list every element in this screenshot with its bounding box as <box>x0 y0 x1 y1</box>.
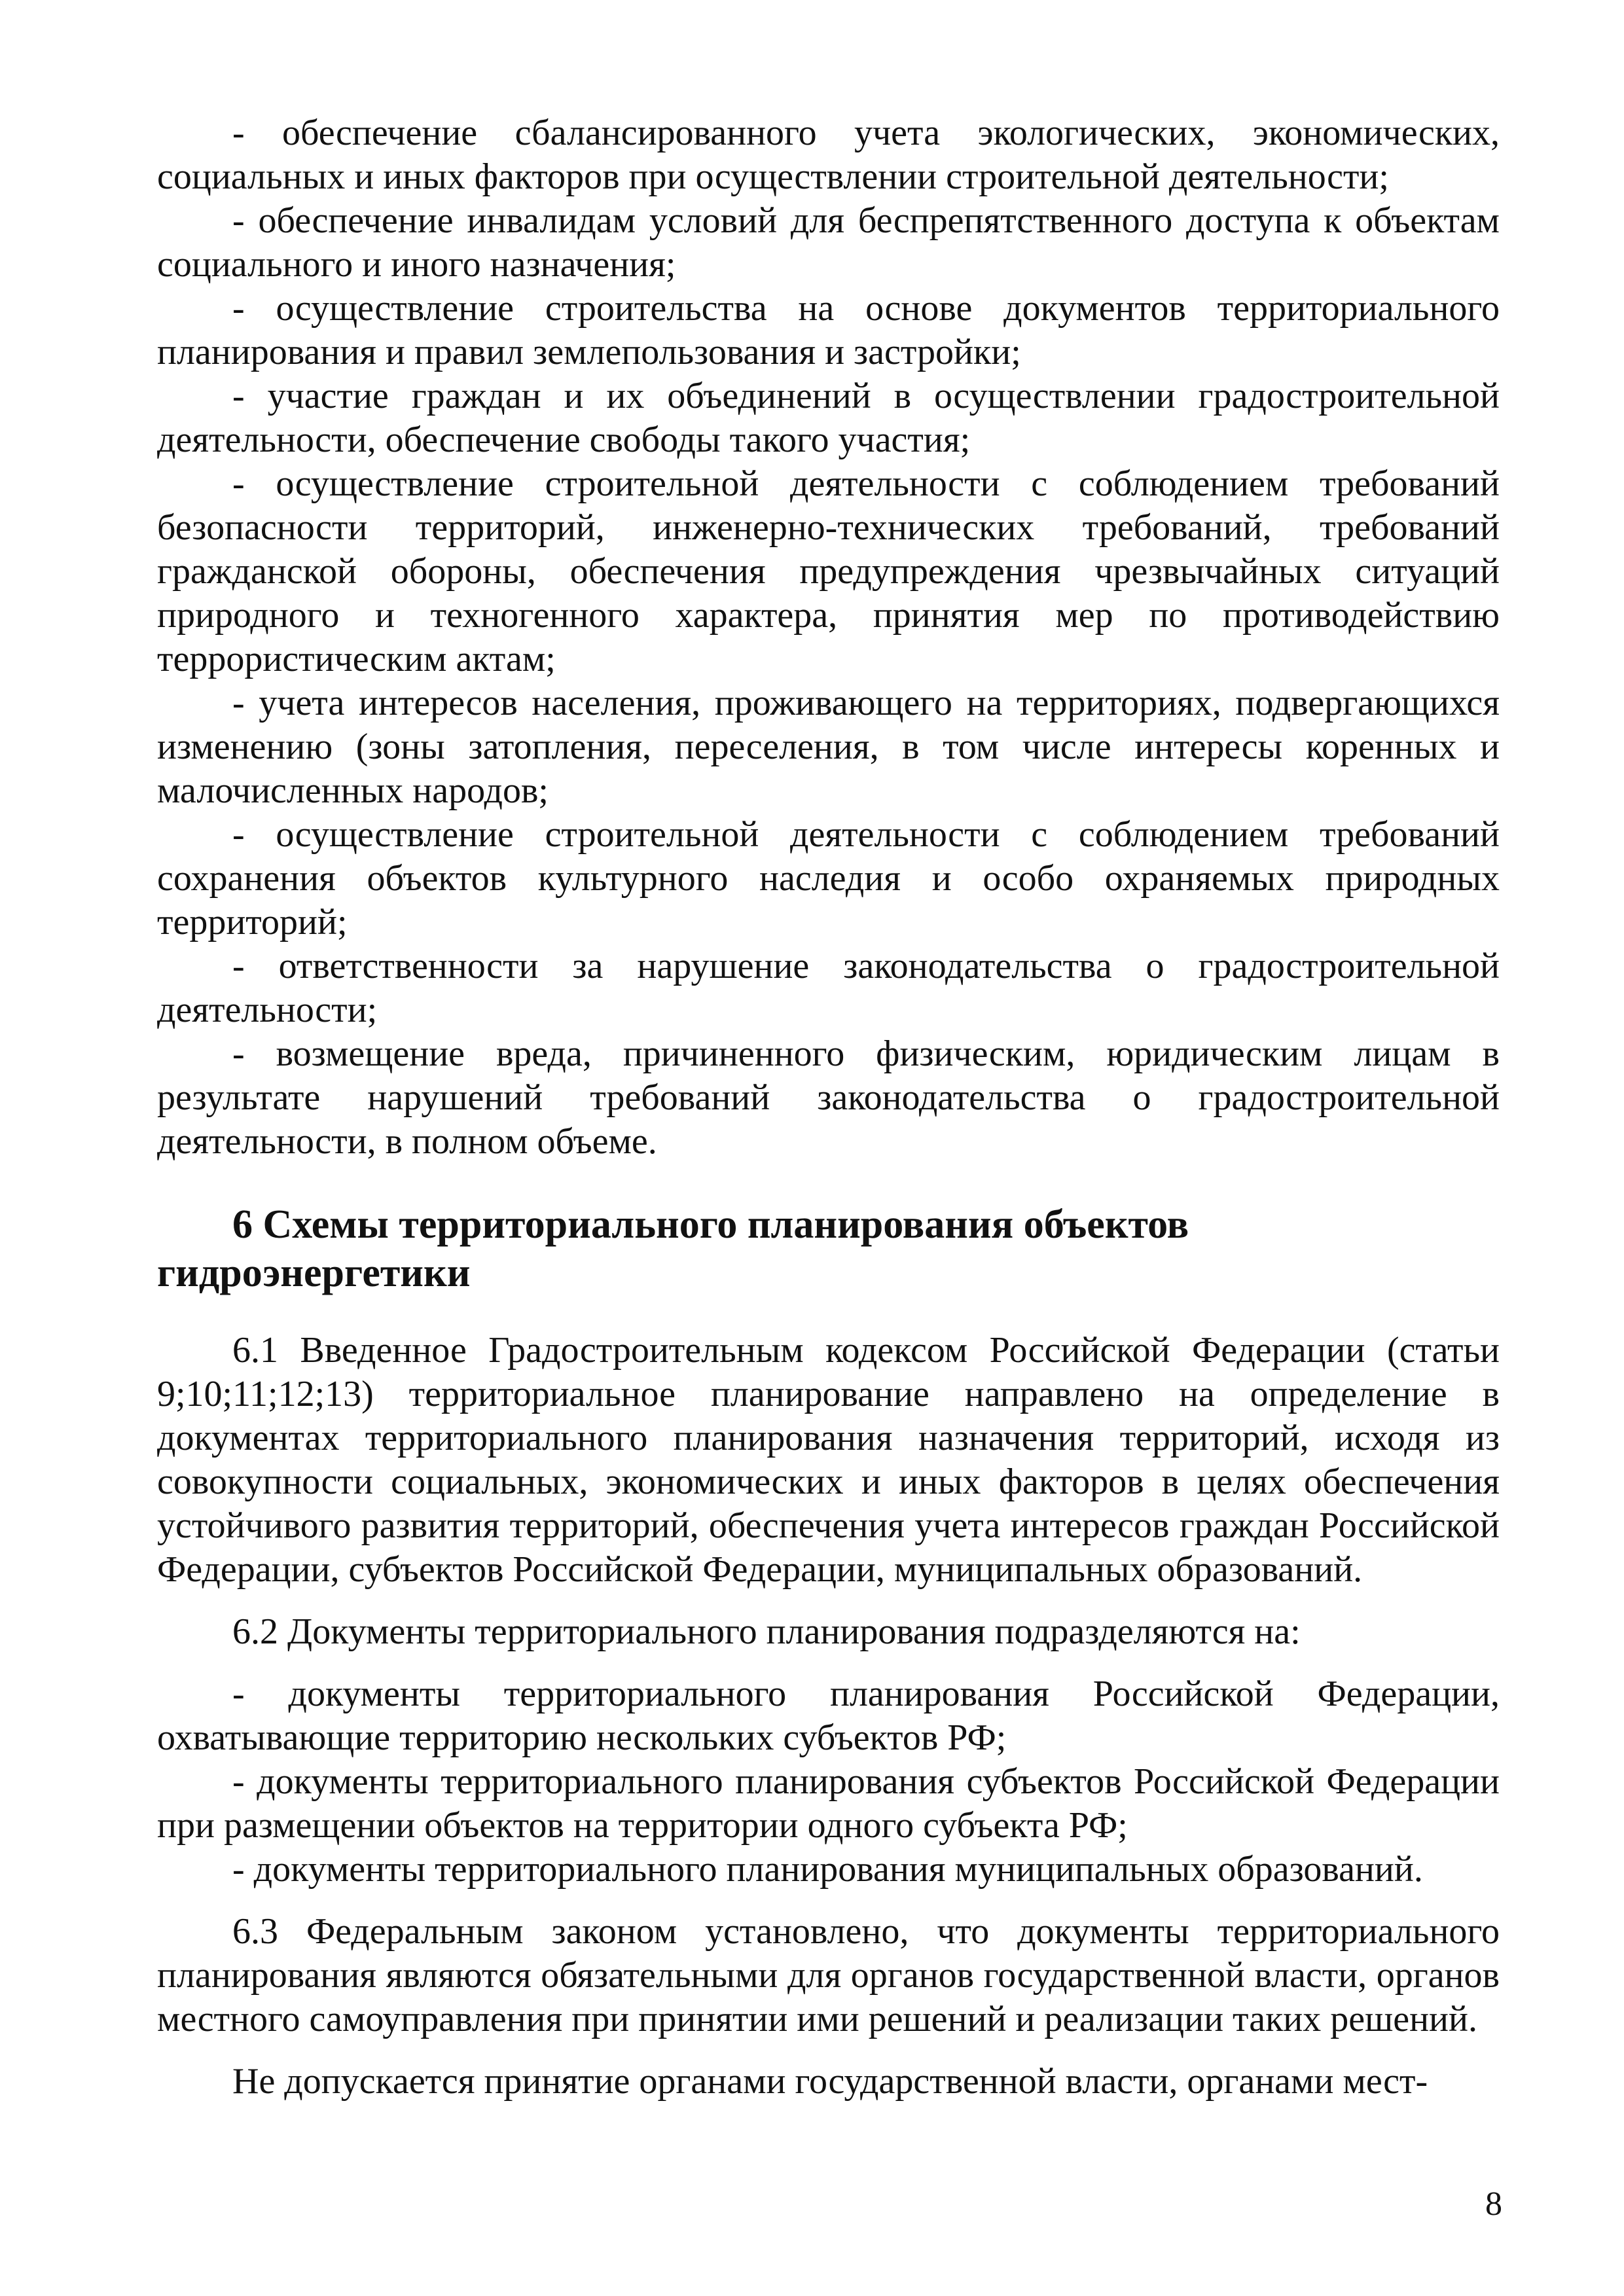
list-item: - ответственности за нарушение законодательства о градостроительной деятельности; <box>157 946 1500 1030</box>
paragraph-6-3: 6.3 Федеральным законом установлено, что документы территориального планирования являются обязательными для органов государственной власти, органов местного самоуправления при принятии ими решений и реализации таких решений. <box>157 1911 1500 2039</box>
list-item: - осуществление строительной деятельности с соблюдением требований сохранения объектов культурного наследия и особо охраняемых природных территорий; <box>157 814 1500 942</box>
paragraph-6-1: 6.1 Введенное Градостроительным кодексом Российской Федерации (статьи 9;10;11;12;13) территориальное планирование направлено на определение в документах территориального планирования назначения территорий, исходя из совокупности социальных, экономических и иных факторов в целях обеспечения устойчивого развития территорий, обеспечения учета интересов граждан Российской Федерации, субъектов Российской Федерации, муниципальных образований. <box>157 1330 1500 1590</box>
list-item: - обеспечение сбалансированного учета экологических, экономических, социальных и иных факторов при осуществлении строительной деятельности; <box>157 113 1500 197</box>
list-item: - возмещение вреда, причиненного физическим, юридическим лицам в результате нарушений требований законодательства о градостроительной деятельности, в полном объеме. <box>157 1033 1500 1162</box>
list-item: - документы территориального планирования муниципальных образований. <box>232 1849 1423 1890</box>
list-item: - документы территориального планирования Российской Федерации, охватывающие территорию нескольких субъектов РФ; <box>157 1674 1500 1758</box>
list-item: - учета интересов населения, проживающего на территориях, подвергающихся изменению (зоны затопления, переселения, в том числе интересы коренных и малочисленных народов; <box>157 683 1500 811</box>
list-item: - обеспечение инвалидам условий для беспрепятственного доступа к объектам социального и иного назначения; <box>157 200 1500 285</box>
paragraph-last: Не допускается принятие органами государственной власти, органами мест- <box>232 2061 1428 2102</box>
list-item: - осуществление строительства на основе документов территориального планирования и правил землепользования и застройки; <box>157 288 1500 372</box>
section-heading: 6 Схемы территориального планирования объектов гидроэнергетики <box>157 1202 1189 1295</box>
document-page <box>157 111 1500 2104</box>
paragraph-6-2: 6.2 Документы территориального планирования подразделяются на: <box>232 1611 1301 1652</box>
list-item: - осуществление строительной деятельности с соблюдением требований безопасности территорий, инженерно-технических требований, требований гражданской обороны, обеспечения предупреждения чрезвычайных ситуаций природного и техногенного характера, принятия мер по противодействию террористическим актам; <box>157 463 1500 679</box>
list-item: - документы территориального планирования субъектов Российской Федерации при размещении объектов на территории одного субъекта РФ; <box>157 1761 1500 1846</box>
list-item: - участие граждан и их объединений в осуществлении градостроительной деятельности, обеспечение свободы такого участия; <box>157 376 1500 460</box>
page-number: 8 <box>1485 2185 1502 2223</box>
